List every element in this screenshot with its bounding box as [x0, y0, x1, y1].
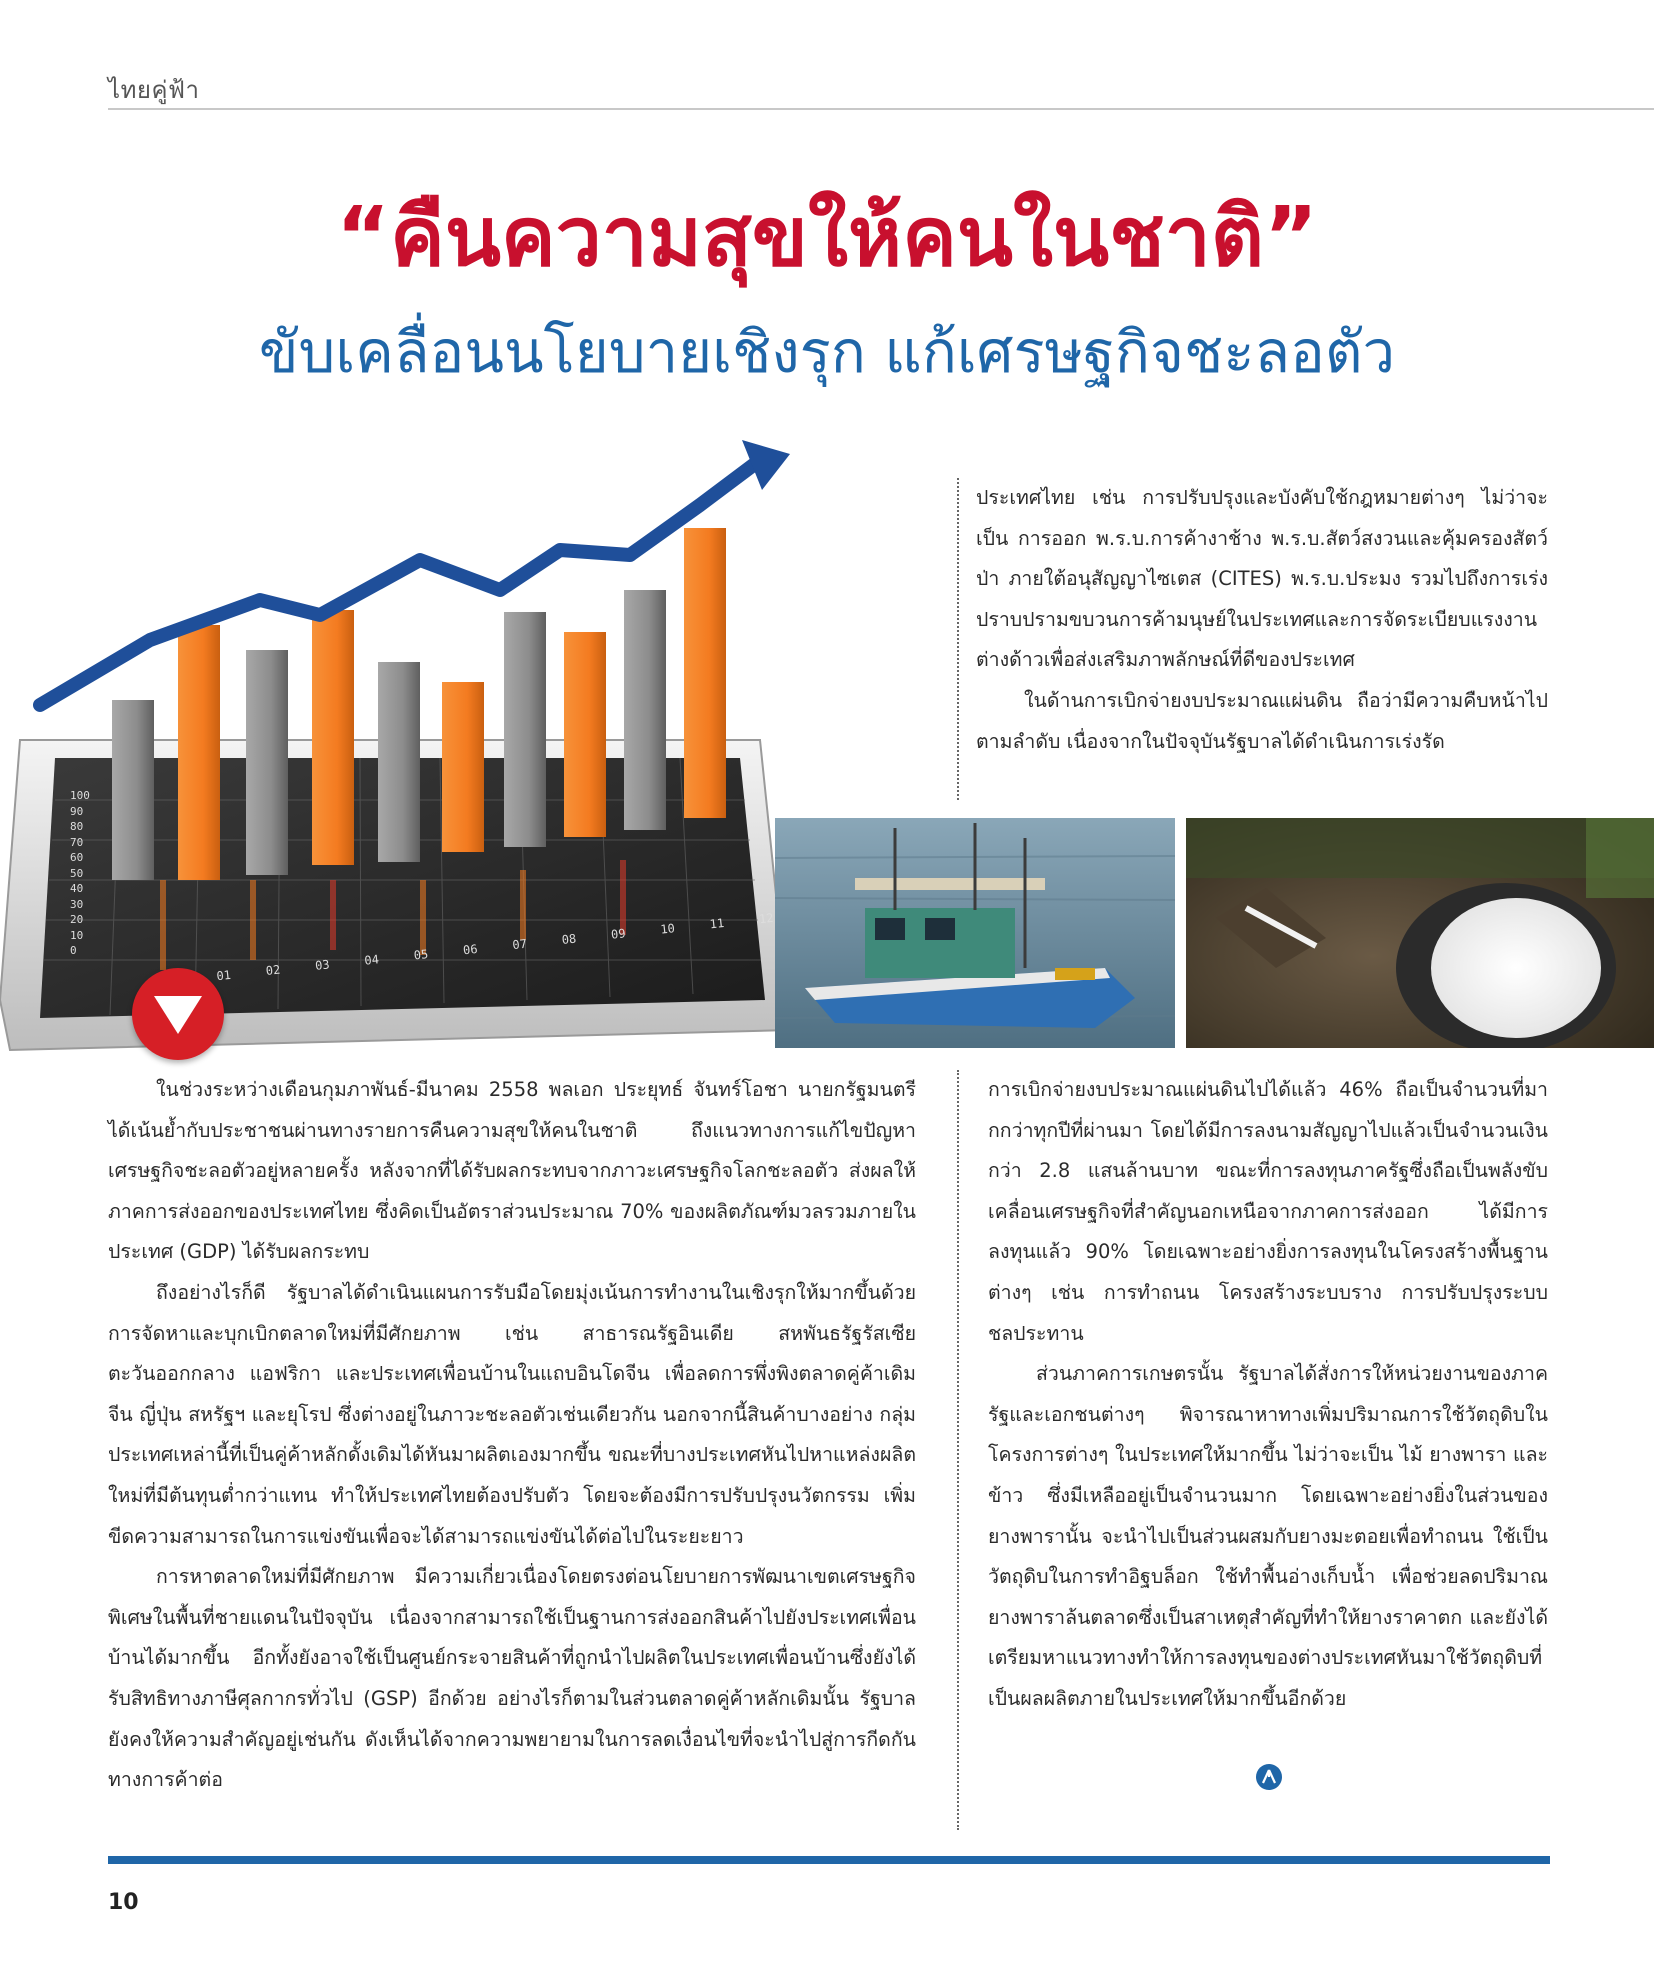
article-title: “คืนความสุขให้คนในชาติ”: [336, 190, 1318, 285]
x-tick: 12: [758, 910, 775, 927]
x-tick: 08: [561, 931, 577, 947]
x-tick: 10: [659, 921, 676, 937]
x-tick: 07: [511, 936, 528, 953]
y-tick: 90: [70, 804, 84, 818]
tablet-chart-image: [0, 440, 800, 1060]
column-divider: [957, 478, 959, 800]
paragraph: ประเทศไทย เช่น การปรับปรุงและบังคับใช้กฎหมายต่างๆ ไม่ว่าจะเป็น การออก พ.ร.บ.การค้างาช้าง พ.ร.บ.สัตว์สงวนและคุ้มครองสัตว์ป่า ภายใต้อนุสัญญาไซเตส (CITES) พ.ร.บ.ประมง รวมไปถึงการเร่งปราบปรามขบวนการค้ามนุษย์ในประเทศและการจัดระเบียบแรงงานต่างด้าวเพื่อส่งเสริมภาพลักษณ์ที่ดีของประเทศ: [976, 486, 1548, 672]
x-tick: 04: [363, 952, 380, 968]
y-tick: 20: [70, 913, 84, 926]
column-divider: [957, 1070, 959, 1830]
fishing-boat-photo: [775, 818, 1175, 1048]
x-tick: 01: [215, 967, 232, 984]
paragraph: ในช่วงระหว่างเดือนกุมภาพันธ์-มีนาคม 2558 พลเอก ประยุทธ์ จันทร์โอชา นายกรัฐมนตรี ได้เน้นย้ำกับประชาชนผ่านทางรายการคืนความสุขให้คนในชาติ ถึงแนวทางการแก้ไขปัญหาเศรษฐกิจชะลอตัวอยู่หลายครั้ง หลังจากที่ได้รับผลกระทบจากภาวะเศรษฐกิจโลกชะลอตัว ส่งผลให้ภาคการส่งออกของประเทศไทย ซึ่งคิดเป็นอัตราส่วนประมาณ 70% ของผลิตภัณฑ์มวลรวมภายในประเทศ (GDP) ได้รับผลกระทบ: [108, 1078, 916, 1264]
right-column: [988, 1070, 1548, 1720]
x-tick: 11: [709, 915, 725, 932]
footer-rule: [108, 1856, 1550, 1864]
y-tick: 10: [70, 928, 84, 942]
left-column: [108, 1070, 916, 1801]
y-tick: 100: [70, 789, 90, 802]
article-subtitle: ขับเคลื่อนนโยบายเชิงรุก แก้เศรษฐกิจชะลอตัว: [258, 318, 1396, 386]
x-tick: 06: [462, 941, 479, 958]
header-rule: [108, 108, 1654, 110]
top-right-column: [976, 478, 1548, 762]
y-tick-labels: [70, 788, 90, 959]
paragraph: ถึงอย่างไรก็ดี รัฐบาลได้ดำเนินแผนการรับมือโดยมุ่งเน้นการทำงานในเชิงรุกให้มากขึ้นด้วยการจัดหาและบุกเบิกตลาดใหม่ที่มีศักยภาพ เช่น สาธารณรัฐอินเดีย สหพันธรัฐรัสเซีย ตะวันออกกลาง แอฟริกา และประเทศเพื่อนบ้านในแถบอินโดจีน เพื่อลดการพึ่งพิงตลาดคู่ค้าเดิม จีน ญี่ปุ่น สหรัฐฯ และยุโรป ซึ่งต่างอยู่ในภาวะชะลอตัวเช่นเดียวกัน นอกจากนี้สินค้าบางอย่าง กลุ่มประเทศเหล่านี้ที่เป็นคู่ค้าหลักดั้งเดิมได้หันมาผลิตเองมากขึ้น ขณะที่บางประเทศหันไปหาแหล่งผลิตใหม่ที่มีต้นทุนต่ำกว่าแทน ทำให้ประเทศไทยต้องปรับตัว โดยจะต้องมีการปรับปรุงนวัตกรรม เพิ่มขีดความสามารถในการแข่งขันเพื่อจะได้สามารถแข่งขันได้ต่อไปในระยะยาว: [108, 1280, 916, 1548]
y-tick: 40: [70, 882, 84, 895]
y-tick: 60: [70, 851, 84, 864]
rubber-tapping-photo: [1186, 818, 1654, 1048]
x-tick: 03: [314, 957, 331, 973]
page-number: 10: [108, 1890, 139, 1915]
y-tick: 0: [70, 944, 77, 957]
y-tick: 80: [70, 820, 84, 833]
down-triangle-icon: [132, 968, 224, 1060]
paragraph: การเบิกจ่ายงบประมาณแผ่นดินไปได้แล้ว 46% ถือเป็นจำนวนที่มากกว่าทุกปีที่ผ่านมา โดยได้มีการลงนามสัญญาไปแล้วเป็นจำนวนเงินกว่า 2.8 แสนล้านบาท ขณะที่การลงทุนภาครัฐซึ่งถือเป็นพลังขับเคลื่อนเศรษฐกิจที่สำคัญนอกเหนือจากภาคการส่งออก ได้มีการลงทุนแล้ว 90% โดยเฉพาะอย่างยิ่งการลงทุนในโครงสร้างพื้นฐานต่างๆ เช่น การทำถนน โครงสร้างระบบราง การปรับปรุงระบบชลประทาน: [988, 1078, 1548, 1345]
y-tick: 30: [70, 897, 84, 911]
x-tick: 09: [610, 926, 627, 942]
x-tick: 05: [413, 947, 429, 963]
magazine-name: ไทยคู่ฟ้า: [108, 76, 200, 104]
y-tick: 70: [70, 835, 84, 849]
x-tick: 02: [265, 962, 281, 979]
paragraph: ส่วนภาคการเกษตรนั้น รัฐบาลได้สั่งการให้หน่วยงานของภาครัฐและเอกชนต่างๆ พิจารณาหาทางเพิ่มปริมาณการใช้วัตถุดิบในโครงการต่างๆ ในประเทศให้มากขึ้น ไม่ว่าจะเป็น ไม้ ยางพารา และข้าว ซึ่งมีเหลืออยู่เป็นจำนวนมาก โดยเฉพาะอย่างยิ่งในส่วนของยางพารานั้น จะนำไปเป็นส่วนผสมกับยางมะตอยเพื่อทำถนน ใช้เป็นวัตถุดิบในการทำอิฐบล็อก ใช้ทำพื้นอ่างเก็บน้ำ เพื่อช่วยลดปริมาณยางพาราล้นตลาดซึ่งเป็นสาเหตุสำคัญที่ทำให้ยางราคาตก และยังได้เตรียมหาแนวทางทำให้การลงทุนของต่างประเทศหันมาใช้วัตถุดิบที่เป็นผลผลิตภายในประเทศให้มากขึ้นอีกด้วย: [988, 1362, 1548, 1710]
end-mark-icon: [1256, 1764, 1282, 1790]
y-tick: 50: [70, 866, 84, 880]
paragraph: การหาตลาดใหม่ที่มีศักยภาพ มีความเกี่ยวเนื่องโดยตรงต่อนโยบายการพัฒนาเขตเศรษฐกิจพิเศษในพื้นที่ชายแดนในปัจจุบัน เนื่องจากสามารถใช้เป็นฐานการส่งออกสินค้าไปยังประเทศเพื่อนบ้านได้มากขึ้น อีกทั้งยังอาจใช้เป็นศูนย์กระจายสินค้าที่ถูกนำไปผลิตในประเทศเพื่อนบ้านซึ่งยังได้รับสิทธิทางภาษีศุลกากรทั่วไป (GSP) อีกด้วย อย่างไรก็ตามในส่วนตลาดคู่ค้าหลักเดิมนั้น รัฐบาลยังคงให้ความสำคัญอยู่เช่นกัน ดังเห็นได้จากความพยายามในการลดเงื่อนไขที่จะนำไปสู่การกีดกันทางการค้าต่อ: [108, 1565, 916, 1792]
paragraph: ในด้านการเบิกจ่ายงบประมาณแผ่นดิน ถือว่ามีความคืบหน้าไปตามลำดับ เนื่องจากในปัจจุบันรัฐบาลได้ดำเนินการเร่งรัด: [976, 688, 1548, 753]
hero-chart-illustration: [0, 440, 800, 1060]
